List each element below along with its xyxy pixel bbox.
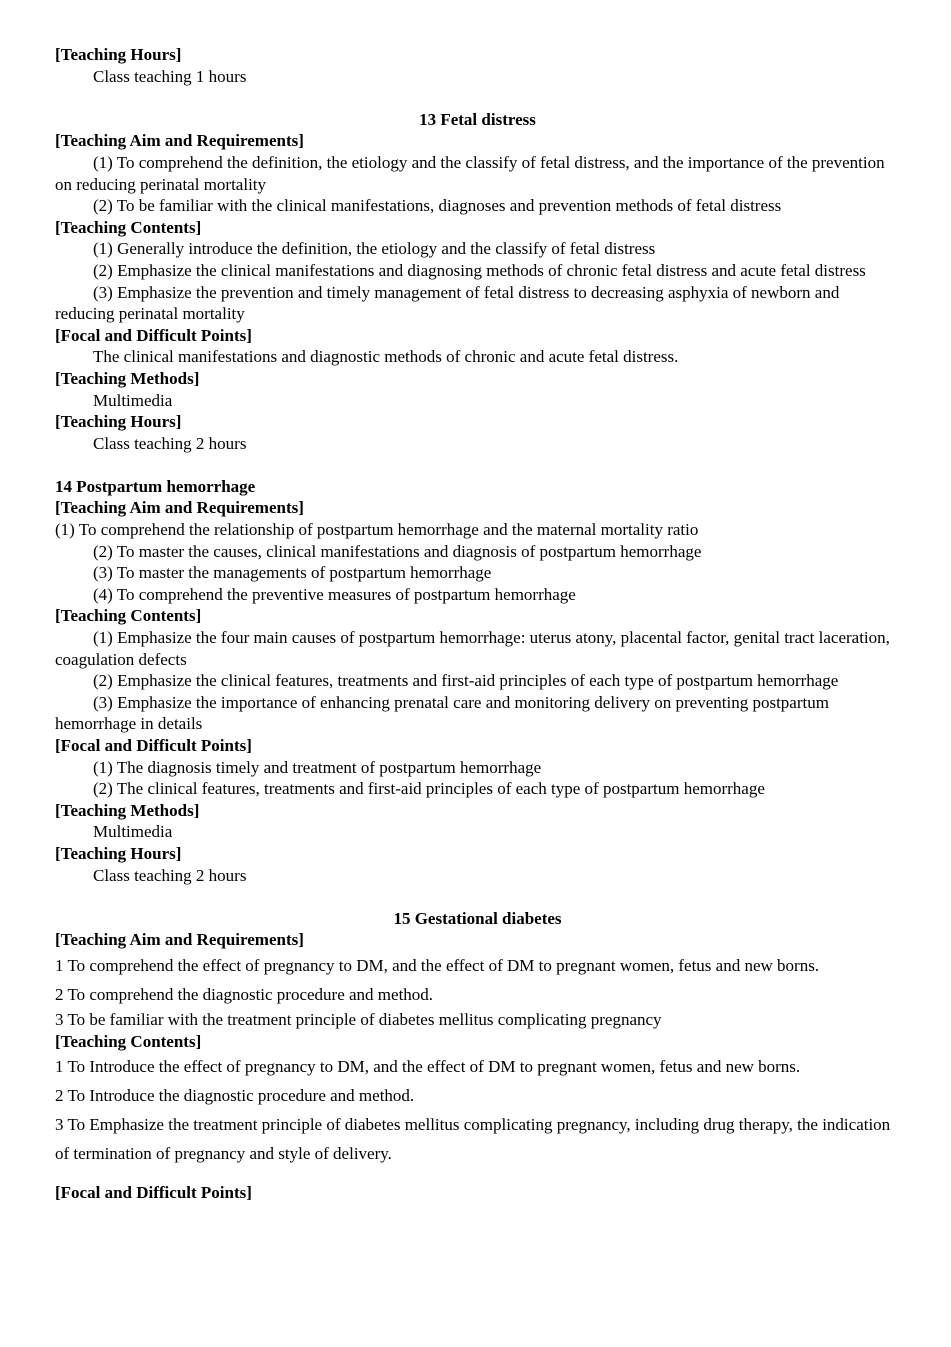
sec14-contents-item-3: (3) Emphasize the importance of enhancing prenatal care and monitoring delivery on preventing postpartum hemorrhage in details — [55, 692, 829, 734]
sec15-aim-item-3: 3 To be familiar with the treatment principle of diabetes mellitus complicating pregnancy — [55, 1009, 662, 1029]
sec14-aim-item-3: (3) To master the managements of postpartum hemorrhage — [93, 563, 492, 583]
sec14-focal-item-2: (2) The clinical features, treatments and first-aid principles of each type of postpartum hemorrhage — [93, 779, 765, 799]
teaching-hours-text: Class teaching 1 hours — [93, 66, 247, 86]
sec14-methods-text: Multimedia — [93, 822, 173, 842]
sec13-aim-heading: [Teaching Aim and Requirements] — [55, 131, 304, 151]
teaching-hours-heading: [Teaching Hours] — [55, 45, 182, 64]
sec14-hours-text: Class teaching 2 hours — [93, 865, 247, 885]
sec13-hours-text: Class teaching 2 hours — [93, 433, 247, 453]
sec14-focal-heading: [Focal and Difficult Points] — [55, 736, 252, 755]
sec13-methods-heading: [Teaching Methods] — [55, 368, 200, 388]
sec13-contents-item-1: (1) Generally introduce the definition, the etiology and the classify of fetal distress — [93, 239, 656, 259]
sec15-contents-item-1: 1 To Introduce the effect of pregnancy to DM, and the effect of DM to pregnant women, fetus and new borns. — [55, 1057, 801, 1077]
sec15-contents-item-3: 3 To Emphasize the treatment principle of diabetes mellitus complicating pregnancy, including drug therapy, the indication of termination of pregnancy and style of delivery. — [55, 1115, 891, 1164]
sec15-aim-item-1: 1 To comprehend the effect of pregnancy to DM, and the effect of DM to pregnant women, fetus and new borns. — [55, 955, 820, 975]
sec14-aim-item-2: (2) To master the causes, clinical manifestations and diagnosis of postpartum hemorrhage — [93, 541, 702, 561]
sec15-contents-heading: [Teaching Contents] — [55, 1031, 202, 1051]
sec13-focal-item-1: The clinical manifestations and diagnostic methods of chronic and acute fetal distress. — [93, 347, 679, 367]
sec13-hours-heading: [Teaching Hours] — [55, 412, 182, 432]
sec15-aim-item-2: 2 To comprehend the diagnostic procedure and method. — [55, 984, 434, 1004]
sec13-methods-text: Multimedia — [93, 390, 173, 410]
sec14-aim-item-4: (4) To comprehend the preventive measures of postpartum hemorrhage — [93, 584, 576, 604]
sec14-focal-item-1: (1) The diagnosis timely and treatment of postpartum hemorrhage — [93, 757, 542, 777]
sec14-methods-heading: [Teaching Methods] — [55, 800, 200, 820]
document-page — [55, 44, 900, 1204]
section-13-title: 13 Fetal distress — [419, 109, 536, 129]
section-15-title: 15 Gestational diabetes — [393, 908, 562, 928]
sec14-contents-heading: [Teaching Contents] — [55, 606, 202, 626]
sec14-hours-heading: [Teaching Hours] — [55, 843, 182, 863]
sec13-contents-item-3: (3) Emphasize the prevention and timely management of fetal distress to decreasing asphyxia of newborn and reducing perinatal mortality — [55, 282, 840, 324]
sec14-contents-item-1: (1) Emphasize the four main causes of postpartum hemorrhage: uterus atony, placental factor, genital tract laceration, coagulation defects — [55, 628, 890, 669]
sec15-aim-heading: [Teaching Aim and Requirements] — [55, 930, 304, 950]
sec13-aim-item-2: (2) To be familiar with the clinical manifestations, diagnoses and prevention methods of fetal distress — [93, 196, 782, 216]
sec14-aim-item-1: (1) To comprehend the relationship of postpartum hemorrhage and the maternal mortality ratio — [55, 520, 699, 540]
sec15-focal-heading: [Focal and Difficult Points] — [55, 1183, 252, 1203]
sec13-focal-heading: [Focal and Difficult Points] — [55, 325, 252, 345]
sec14-contents-item-2: (2) Emphasize the clinical features, treatments and first-aid principles of each type of postpartum hemorrhage — [93, 671, 839, 691]
sec13-contents-item-2: (2) Emphasize the clinical manifestations and diagnosing methods of chronic fetal distress and acute fetal distress — [93, 260, 866, 280]
sec15-contents-item-2: 2 To Introduce the diagnostic procedure and method. — [55, 1086, 415, 1106]
sec13-aim-item-1: (1) To comprehend the definition, the etiology and the classify of fetal distress, and the importance of the prevention on reducing perinatal mortality — [55, 152, 885, 194]
section-14-title: 14 Postpartum hemorrhage — [55, 476, 256, 496]
sec14-aim-heading: [Teaching Aim and Requirements] — [55, 498, 304, 518]
sec13-contents-heading: [Teaching Contents] — [55, 217, 202, 237]
